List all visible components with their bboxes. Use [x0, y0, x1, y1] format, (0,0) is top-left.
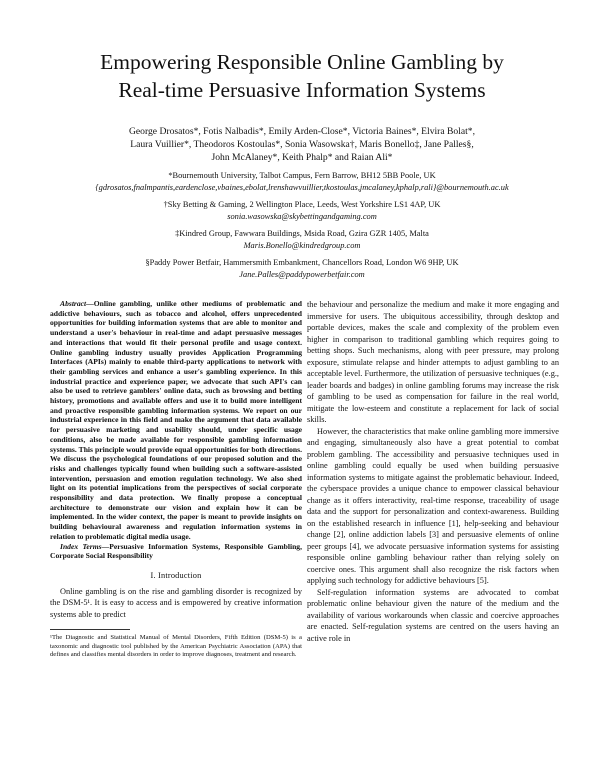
paper-title: [30, 48, 574, 104]
title-line-1: Empowering Responsible Online Gambling by: [100, 50, 504, 74]
affiliation-address: †Sky Betting & Gaming, 2 Wellington Place, Leeds, West Yorkshire LS1 4AP, UK: [163, 200, 441, 209]
affiliation-kindred: [20, 228, 584, 252]
affiliation-sky-betting: [20, 199, 584, 223]
affiliation-email: {gdrosatos,fnalmpantis,eardenclose,vbaines,ebolat,lrenshawvuillier,tkostoulas,jmcalaney,kphalp,rali}@bournemouth.ac.uk: [95, 183, 509, 192]
index-terms-text: —Persuasive Information Systems, Responsible Gambling, Corporate Social Responsibility: [50, 541, 303, 561]
paragraph: the behaviour and personalize the medium and make it more engaging and immersive for users. The ubiquitous accessibility, through desktop and portable devices, makes the scale and complexity of the problem even higher in comparison to traditional gambling which requires going to betting shops. Such mechanisms, along with peer pressure, may prolong exposure, stimulate relapse and hinder attempts to adjust gambling to an acceptable level. Furthermore, the utilization of persuasive techniques (e.g., leader boards and badges) in online gambling forums may increase the risk of gambling to be used as compensation for failure in the real world, mitigate the low-esteem and constitute a replacement for lack of social skills.: [307, 300, 559, 424]
author-line-2: Laura Vuillier*, Theodoros Kostoulas*, Sonia Wasowska†, Maris Bonello‡, Jane Palles§,: [130, 139, 474, 150]
right-column: [307, 299, 559, 644]
affiliation-email: Maris.Bonello@kindredgroup.com: [243, 241, 361, 250]
author-list: [40, 125, 564, 164]
paragraph: Online gambling is on the rise and gambling disorder is recognized by the DSM-5¹. It is easy to access and is empowered by creative information systems able to predict: [50, 586, 302, 619]
footnote-divider: [50, 629, 130, 630]
author-line-1: George Drosatos*, Fotis Nalbadis*, Emily Arden-Close*, Victoria Baines*, Elvira Bolat*,: [129, 126, 475, 137]
paragraph: Self-regulation information systems are advocated to combat problematic online behaviour given the nature of the medium and the availability of various workarounds when classic and coercive approaches are enacted. Self-regulation systems are centred on the users having an active role in: [307, 587, 559, 643]
title-line-2: Real-time Persuasive Information Systems: [118, 78, 486, 102]
affiliation-email: sonia.wasowska@skybettingandgaming.com: [227, 212, 377, 221]
left-column: [50, 299, 302, 660]
affiliation-address: *Bournemouth University, Talbot Campus, Fern Barrow, BH12 5BB Poole, UK: [168, 171, 436, 180]
index-terms: [50, 542, 302, 561]
affiliation-address: §Paddy Power Betfair, Hammersmith Embankment, Chancellors Road, London W6 9HP, UK: [145, 258, 459, 267]
abstract: [50, 299, 302, 542]
affiliation-bournemouth: [20, 170, 584, 194]
intro-left-text: [50, 586, 302, 621]
footnote: ¹The Diagnostic and Statistical Manual of Mental Disorders, Fifth Edition (DSM-5) is a taxonomic and diagnostic tool published by the American Psychiatric Association (APA) that defines and classifies mental disorders in order to improve diagnoses, treatment and research.: [50, 634, 302, 659]
abstract-label: Abstract: [60, 299, 87, 308]
affiliation-address: ‡Kindred Group, Fawwara Buildings, Msida Road, Gzira GZR 1405, Malta: [175, 229, 429, 238]
author-line-3: John McAlaney*, Keith Phalp* and Raian Ali*: [211, 152, 393, 163]
section-heading-introduction: I. Introduction: [150, 570, 202, 580]
affiliation-paddy-power: [20, 257, 584, 281]
affiliation-email: Jane.Palles@paddypowerbetfair.com: [239, 270, 365, 279]
paragraph: However, the characteristics that make online gambling more immersive and engaging, simultaneously also have a great potential to combat problem gambling. The accessibility and persuasive techniques used in online gambling could equally be used when building persuasive information systems to mitigate against the problematic behaviour. Indeed, the cyberspace provides a unique chance to empower classical behaviour change as it offers interactivity, real-time response, traceability of usage data and the support for personalization and context-awareness. Building on the established research in influence [1], help-seeking and behaviour change [2], online addiction labels [3] and persuasive elements of online peer groups [4], we advocate persuasive information systems for assisting responsible online gambling behaviour rather than relying solely on coercive ones. This argument shall also recognize the risk factors when applying such technology for addictive behaviours [5].: [307, 426, 559, 585]
abstract-text: —Online gambling, unlike other mediums of problematic and addictive behaviours, such as tobacco and alcohol, offers unprecedented opportunities for building information systems that are able to monitor and understand a user's behaviour in real-time and adapt persuasive messages and interactions that would fit their personal profile and usage context. Online gambling industry usually provides Application Programming Interfaces (APIs) mainly to enable third-party applications to network with their gambling services and enhance a user's gambling experience. In this industrial practice and experience paper, we advocate that such API's can also be used to retrieve gamblers' online data, such as browsing and betting history, promotions and available offers and use it to build more intelligent and proactive responsible gambling information systems. We report on our industrial experience in this field and make the argument that data available for persuasive marketing and usability should, under specific usage conditions, also be made available for responsible gambling information systems. This principle would provide equal opportunities for both directions. We discuss the psychological foundations of our proposed solution and the risks and challenges typically found when building such a software-assisted intervention, persuasion and emotion regulation technology. We also shed light on its potential implications from the perspectives of social corporate responsibility and data protection. We finally propose a conceptual architecture to demonstrate our vision and explain how it can be implemented. In the wider context, the paper is meant to provide insights on building behavioural awareness and regulation information systems in relation to problematic digital media usage.: [50, 299, 302, 541]
index-terms-label: Index Terms: [60, 541, 102, 551]
